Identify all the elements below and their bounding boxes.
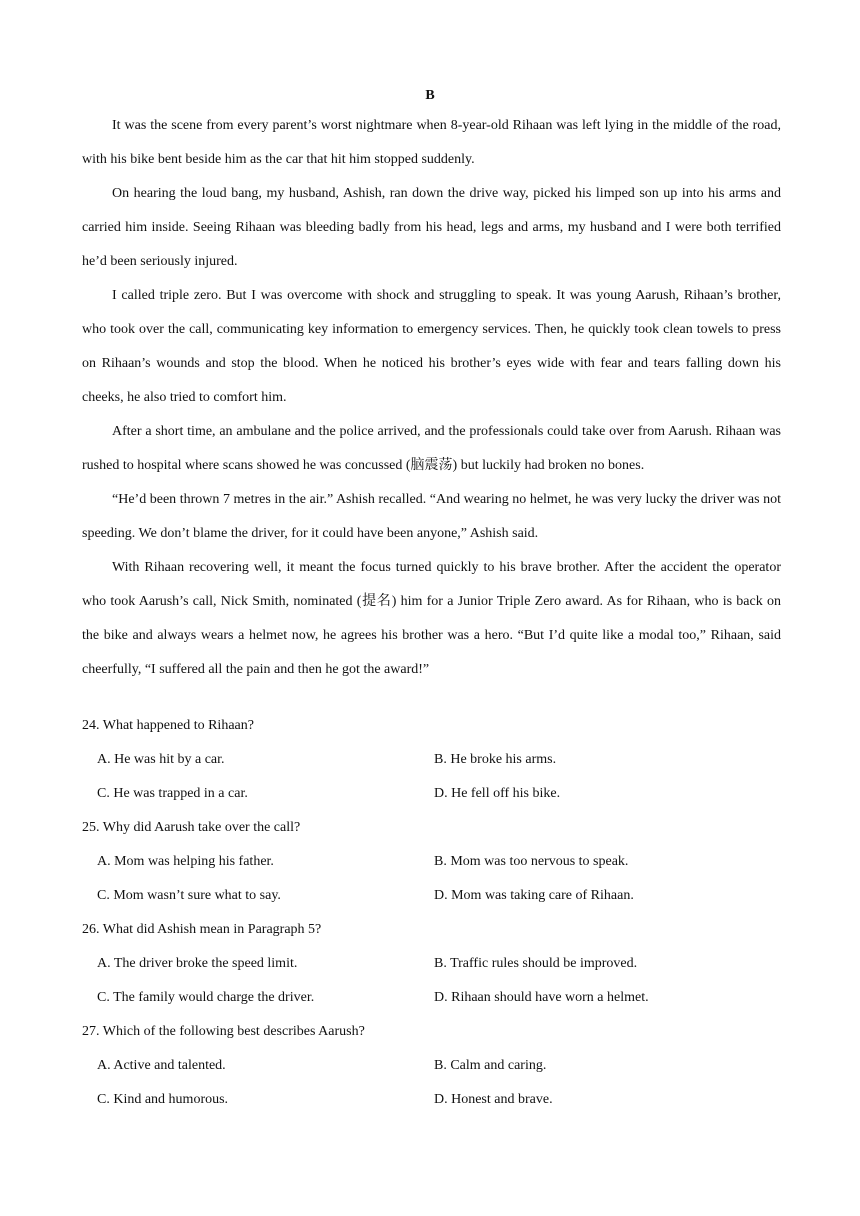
answer-options — [82, 947, 782, 1015]
passage-paragraph: With Rihaan recovering well, it meant the focus turned quickly to his brave brother. After the accident the operator who took Aarush’s call, Nick Smith, nominated (提名) him for a Junior Triple Zero award. As for Rihaan, who is back on the bike and always wears a helmet now, he agrees his brother was a hero. “But I’d quite like a modal too,” Rihaan, said cheerfully, “I suffered all the pain and then he got the award!” — [82, 560, 781, 677]
option-d: D. Rihaan should have worn a helmet. — [434, 990, 649, 1005]
option-c: C. He was trapped in a car. — [97, 786, 248, 801]
option-b: B. He broke his arms. — [434, 752, 557, 767]
option-b: B. Calm and caring. — [434, 1058, 547, 1073]
answer-options — [82, 845, 782, 913]
option-a: A. The driver broke the speed limit. — [97, 956, 298, 971]
passage-paragraph: On hearing the loud bang, my husband, Ashish, ran down the drive way, picked his limped son up into his arms and carried him inside. Seeing Rihaan was bleeding badly from his head, legs and arms, my husband and I were both terrified he’d been seriously injured. — [82, 186, 781, 269]
option-c: C. The family would charge the driver. — [97, 990, 315, 1005]
section-title: B — [425, 88, 435, 103]
option-c: C. Kind and humorous. — [97, 1092, 229, 1107]
answer-options — [82, 743, 782, 811]
option-b: B. Traffic rules should be improved. — [434, 956, 638, 971]
option-c: C. Mom wasn’t sure what to say. — [97, 888, 281, 903]
question-list — [82, 709, 782, 1117]
option-d: D. Honest and brave. — [434, 1092, 553, 1107]
question-24 — [82, 709, 782, 811]
passage-paragraph: After a short time, an ambulane and the police arrived, and the professionals could take over from Aarush. Rihaan was rushed to hospital where scans showed he was concussed (脑震荡) but luckily had broken no bones. — [82, 424, 781, 473]
reading-passage — [82, 109, 781, 687]
answer-options — [82, 1049, 782, 1117]
option-b: B. Mom was too nervous to speak. — [434, 854, 629, 869]
passage-paragraph: I called triple zero. But I was overcome with shock and struggling to speak. It was young Aarush, Rihaan’s brother, who took over the call, communicating key information to emergency services. Then, he quickly took clean towels to press on Rihaan’s wounds and stop the blood. When he noticed his brother’s eyes wide with fear and tears falling down his cheeks, he also tried to comfort him. — [82, 288, 781, 405]
question-27 — [82, 1015, 782, 1117]
question-stem: 26. What did Ashish mean in Paragraph 5? — [82, 922, 322, 937]
passage-paragraph: “He’d been thrown 7 metres in the air.” Ashish recalled. “And wearing no helmet, he was very lucky the driver was not speeding. We don’t blame the driver, for it could have been anyone,” Ashish said. — [82, 492, 781, 541]
question-25 — [82, 811, 782, 913]
question-stem: 27. Which of the following best describes Aarush? — [82, 1024, 365, 1039]
option-a: A. Mom was helping his father. — [97, 854, 274, 869]
question-stem: 24. What happened to Rihaan? — [82, 718, 254, 733]
option-d: D. He fell off his bike. — [434, 786, 561, 801]
question-26 — [82, 913, 782, 1015]
passage-paragraph: It was the scene from every parent’s worst nightmare when 8-year-old Rihaan was left lying in the middle of the road, with his bike bent beside him as the car that hit him stopped suddenly. — [82, 118, 781, 167]
option-d: D. Mom was taking care of Rihaan. — [434, 888, 634, 903]
question-stem: 25. Why did Aarush take over the call? — [82, 820, 301, 835]
option-a: A. Active and talented. — [97, 1058, 226, 1073]
option-a: A. He was hit by a car. — [97, 752, 225, 767]
